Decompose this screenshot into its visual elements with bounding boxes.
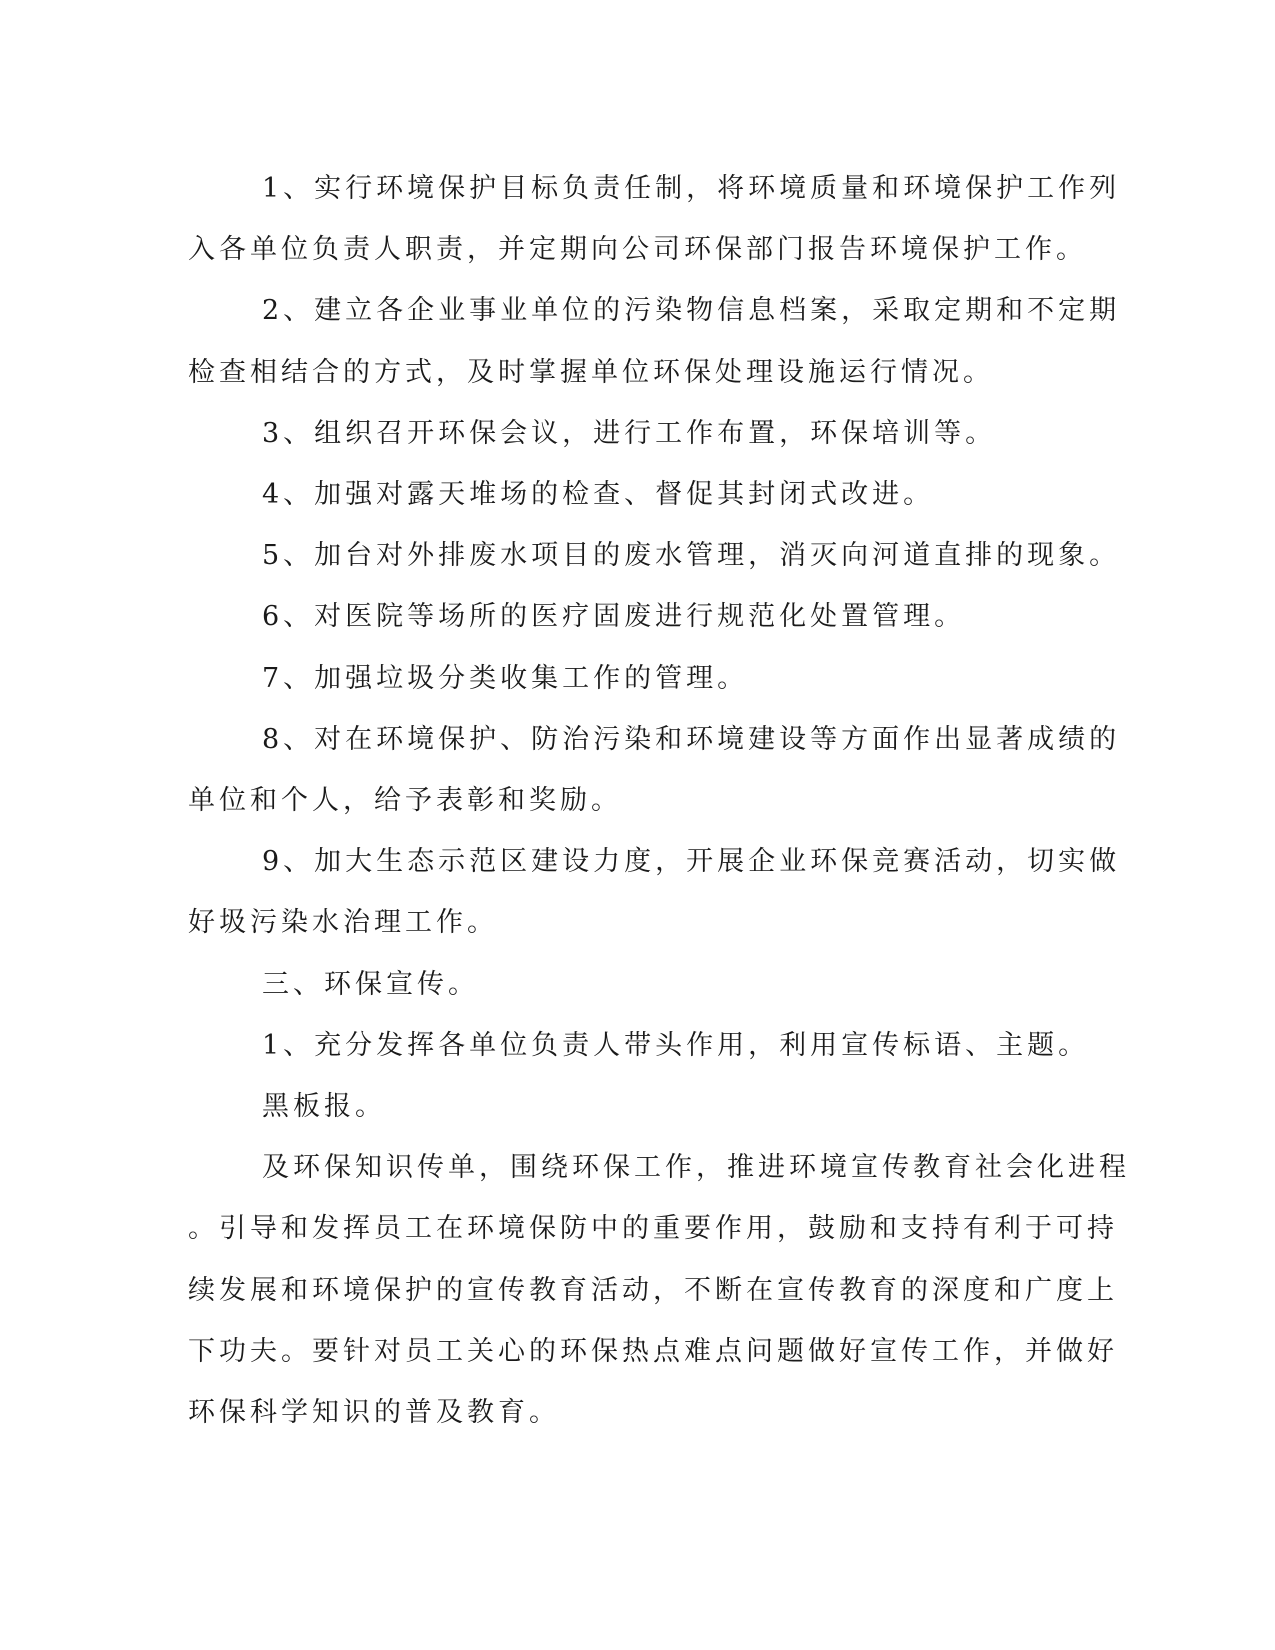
- text-line: 续发展和环境保护的宣传教育活动，不断在宣传教育的深度和广度上: [188, 1274, 1118, 1306]
- text-line: 9、加大生态示范区建设力度，开展企业环保竞赛活动，切实做: [262, 846, 1121, 878]
- document-body: [188, 158, 1130, 1443]
- text-line: 。引导和发挥员工在环境保防中的重要作用，鼓励和支持有利于可持: [188, 1213, 1118, 1245]
- text-line: 7、加强垃圾分类收集工作的管理。: [262, 662, 749, 694]
- text-line: 8、对在环境保护、防治污染和环境建设等方面作出显著成绩的: [262, 723, 1121, 755]
- text-line: 5、加台对外排废水项目的废水管理，消灭向河道直排的现象。: [262, 540, 1121, 572]
- text-line: 3、组织召开环保会议，进行工作布置，环保培训等。: [262, 417, 997, 449]
- text-line: 环保科学知识的普及教育。: [188, 1397, 560, 1429]
- text-line: 2、建立各企业事业单位的污染物信息档案，采取定期和不定期: [262, 295, 1121, 327]
- text-line: 入各单位负责人职责，并定期向公司环保部门报告环境保护工作。: [188, 234, 1087, 266]
- text-line: 及环保知识传单，围绕环保工作，推进环境宣传教育社会化进程: [262, 1152, 1130, 1184]
- text-line: 1、充分发挥各单位负责人带头作用，利用宣传标语、主题。: [262, 1029, 1090, 1061]
- text-line: 黑板报。: [262, 1091, 386, 1123]
- text-line: 好圾污染水治理工作。: [188, 907, 498, 939]
- text-line: 4、加强对露天堆场的检查、督促其封闭式改进。: [262, 479, 935, 511]
- text-line: 6、对医院等场所的医疗固废进行规范化处置管理。: [262, 601, 966, 633]
- text-line: 1、实行环境保护目标负责任制，将环境质量和环境保护工作列: [262, 173, 1121, 204]
- text-line: 下功夫。要针对员工关心的环保热点难点问题做好宣传工作，并做好: [188, 1335, 1118, 1367]
- text-line: 单位和个人，给予表彰和奖励。: [188, 785, 622, 817]
- section-heading: 三、环保宣传。: [262, 968, 479, 1000]
- text-line: 检查相结合的方式，及时掌握单位环保处理设施运行情况。: [188, 356, 994, 388]
